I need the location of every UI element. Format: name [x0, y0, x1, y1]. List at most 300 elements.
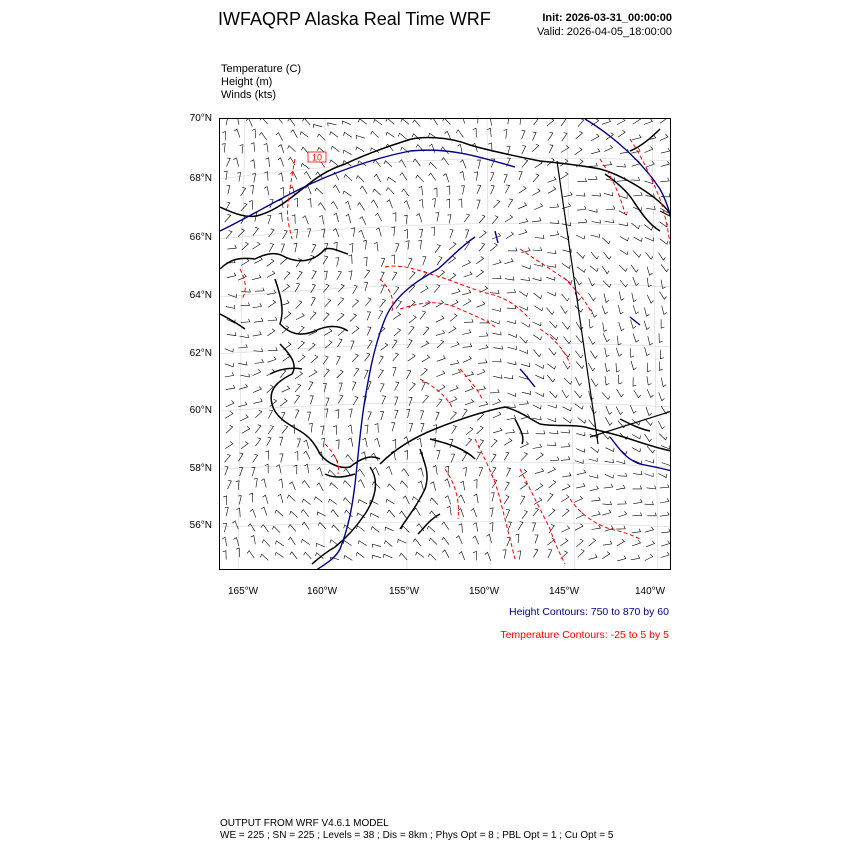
- wind-barb: [645, 554, 653, 561]
- wind-barb: [505, 482, 510, 491]
- wind-barb: [606, 448, 615, 452]
- wind-barb: [275, 510, 283, 516]
- wind-barb: [617, 556, 626, 561]
- wind-barb: [461, 186, 465, 195]
- wind-barb: [522, 159, 528, 167]
- wind-barb: [281, 244, 285, 253]
- wind-barb: [616, 348, 622, 357]
- wind-barb: [506, 232, 514, 239]
- wind-barb: [298, 355, 305, 362]
- wind-barb: [365, 425, 368, 434]
- wind-barb: [364, 282, 368, 291]
- wind-barb: [661, 161, 670, 166]
- wind-barb: [578, 219, 587, 223]
- wind-barb: [536, 453, 543, 460]
- wind-barb: [463, 356, 471, 362]
- wind-barb: [561, 456, 570, 460]
- wind-barb: [660, 484, 669, 488]
- wind-barb: [645, 473, 654, 477]
- wind-barb: [575, 524, 583, 531]
- wind-barb: [417, 524, 424, 532]
- wind-barb: [592, 511, 601, 516]
- wind-barb: [533, 549, 538, 557]
- wind-barb: [358, 480, 364, 488]
- wind-barb: [302, 481, 309, 488]
- wind-barb: [356, 147, 364, 152]
- wind-barb: [275, 119, 283, 123]
- wind-barb: [428, 554, 436, 561]
- wind-barb: [492, 216, 498, 224]
- wind-barb: [578, 418, 586, 424]
- plot-title: IWFAQRP Alaska Real Time WRF: [218, 9, 491, 29]
- wind-barb: [646, 407, 652, 416]
- wind-barb: [351, 228, 355, 237]
- wind-barb: [429, 538, 437, 544]
- wind-barb: [414, 508, 421, 516]
- wind-barb: [661, 148, 670, 153]
- wind-barb: [534, 203, 542, 209]
- lon-label-145: 145°W: [549, 586, 580, 597]
- wind-barb: [295, 283, 300, 292]
- wind-barb: [254, 479, 257, 488]
- wind-barb: [252, 129, 256, 138]
- wind-barb: [477, 200, 481, 209]
- wind-barb: [561, 526, 569, 532]
- wind-barb: [420, 311, 425, 319]
- wind-barb: [660, 239, 668, 244]
- wind-barb: [508, 248, 517, 251]
- wind-barb: [473, 128, 477, 137]
- wind-barb: [464, 319, 473, 323]
- wind-barb: [561, 306, 568, 314]
- wind-barb: [606, 206, 615, 210]
- wind-barb: [633, 499, 642, 504]
- wind-barb: [295, 410, 299, 419]
- wind-barb: [386, 188, 394, 195]
- wind-barb: [457, 144, 462, 153]
- wind-barb: [505, 185, 509, 194]
- wind-barb: [445, 479, 451, 488]
- wind-barb: [561, 172, 569, 179]
- wind-barb: [378, 370, 383, 378]
- lon-label-150: 150°W: [469, 586, 500, 597]
- wind-barb: [307, 199, 311, 208]
- wind-barb: [225, 372, 234, 377]
- wind-barb: [508, 522, 512, 531]
- wind-barb: [400, 511, 407, 518]
- wind-barb: [522, 511, 528, 519]
- wind-barb: [409, 383, 415, 391]
- wind-barb: [617, 501, 626, 505]
- wind-barb: [406, 241, 410, 250]
- wind-barb: [549, 145, 553, 154]
- wind-barb: [416, 214, 422, 223]
- wind-barb: [437, 257, 442, 265]
- wind-barb: [574, 496, 582, 502]
- wind-barb: [288, 537, 295, 545]
- wind-barb: [563, 361, 570, 369]
- wind-barb: [331, 146, 339, 152]
- wind-barb: [633, 471, 642, 475]
- wind-barb: [602, 510, 611, 516]
- wind-barb: [490, 508, 493, 517]
- wind-barb: [294, 198, 297, 207]
- wind-barb: [577, 206, 586, 210]
- wind-barb: [395, 382, 399, 391]
- wind-barb: [330, 160, 338, 166]
- wind-barb: [370, 513, 379, 517]
- wind-barb: [255, 288, 264, 292]
- wind-barb: [400, 173, 407, 181]
- wind-barb: [547, 467, 555, 473]
- wind-barb: [380, 412, 384, 421]
- wind-barb: [403, 496, 409, 504]
- wind-barb: [633, 334, 639, 343]
- wind-barb: [321, 438, 324, 447]
- wind-barb: [602, 552, 610, 559]
- wind-barb: [331, 510, 338, 517]
- wind-barb: [561, 430, 570, 433]
- wind-barb: [416, 175, 424, 182]
- wind-barb: [658, 421, 665, 429]
- wind-barb: [304, 440, 309, 449]
- lon-label-155: 155°W: [389, 586, 420, 597]
- wind-barb: [518, 119, 521, 125]
- wind-barb: [452, 426, 457, 434]
- wind-barb: [261, 507, 267, 516]
- wind-barb: [504, 452, 509, 460]
- wind-barb: [534, 263, 543, 267]
- wind-barb: [260, 119, 268, 124]
- wind-barb: [315, 188, 323, 194]
- wind-barb: [493, 260, 502, 266]
- wind-barb: [632, 540, 641, 546]
- wind-barb: [648, 336, 653, 345]
- wind-barb: [329, 499, 337, 504]
- wind-barb: [225, 442, 233, 449]
- wind-barb: [605, 474, 614, 478]
- wind-barb: [297, 271, 302, 279]
- wind-barb: [436, 300, 444, 307]
- wind-barb: [302, 499, 310, 505]
- wind-barb: [372, 544, 381, 548]
- wind-barb: [423, 327, 429, 335]
- wind-barb: [254, 318, 263, 322]
- wind-barb: [603, 541, 612, 545]
- init-time: Init: 2026-03-31_00:00:00: [542, 12, 672, 24]
- wind-barb: [460, 160, 466, 168]
- wind-barb: [238, 274, 246, 280]
- wind-barb: [516, 534, 519, 543]
- wind-barb: [519, 186, 527, 193]
- wind-barb: [452, 369, 460, 375]
- lat-label-60: 60°N: [189, 405, 212, 416]
- wind-barb: [645, 237, 654, 241]
- wind-barb: [519, 218, 528, 223]
- wind-barb: [348, 425, 352, 434]
- wind-barb: [332, 525, 340, 532]
- wind-barb: [617, 539, 625, 546]
- wind-barb: [227, 186, 230, 195]
- wind-barb: [336, 356, 340, 365]
- wind-barb: [660, 119, 667, 123]
- wind-barb: [374, 120, 382, 125]
- wind-barb: [533, 322, 542, 326]
- wind-barb: [234, 119, 239, 125]
- wind-barb: [618, 375, 622, 384]
- wind-barb: [304, 464, 308, 473]
- wind-barb: [226, 401, 234, 407]
- wind-barb: [294, 395, 299, 403]
- wind-barb: [648, 363, 651, 372]
- wind-barb: [352, 354, 358, 362]
- wind-barb: [253, 386, 261, 392]
- wind-barb: [450, 412, 456, 420]
- wind-barb: [238, 362, 247, 366]
- wind-barb: [462, 260, 470, 266]
- wind-barb: [563, 418, 571, 423]
- wind-barb: [287, 495, 295, 501]
- wind-barb: [522, 131, 526, 140]
- wind-barb: [561, 443, 570, 447]
- wind-barb: [278, 213, 282, 222]
- wind-barb: [276, 541, 284, 546]
- wind-barb: [533, 508, 539, 516]
- wind-barb: [228, 481, 232, 490]
- wind-barb: [450, 385, 459, 391]
- wind-barb: [323, 256, 328, 264]
- wind-barb: [435, 245, 440, 253]
- wind-barb: [577, 470, 586, 475]
- wind-barb: [479, 215, 485, 223]
- wind-barb: [634, 390, 641, 398]
- wind-barb: [605, 459, 614, 463]
- wind-barb: [633, 512, 642, 515]
- wind-barb: [661, 319, 664, 328]
- wind-barb: [535, 375, 544, 379]
- lat-label-58: 58°N: [189, 463, 212, 474]
- wind-barb: [388, 484, 396, 490]
- wind-barb: [616, 526, 625, 530]
- wind-barb: [358, 469, 365, 476]
- wind-barb: [519, 350, 528, 354]
- wind-barb: [504, 496, 509, 504]
- wind-barb: [477, 426, 484, 434]
- wind-barb: [434, 188, 438, 197]
- wind-barb: [312, 271, 317, 280]
- wind-barb: [547, 264, 556, 267]
- wind-barb: [491, 321, 500, 325]
- wind-barb: [602, 393, 610, 400]
- wind-barb: [280, 399, 287, 407]
- wind-barb: [633, 119, 641, 124]
- model-settings: WE = 225 ; SN = 225 ; Levels = 38 ; Dis = 8km ; Phys Opt = 8 ; PBL Opt = 1 ; Cu Opt = 5: [220, 830, 614, 841]
- wind-barb: [660, 498, 669, 503]
- wind-barb: [225, 349, 234, 352]
- wind-barb: [507, 289, 516, 293]
- wind-barb: [387, 510, 395, 517]
- wind-barb: [494, 346, 503, 349]
- wind-barb: [490, 389, 499, 393]
- wind-barb: [232, 521, 238, 529]
- wind-barb: [358, 119, 366, 124]
- wind-barb: [380, 272, 384, 281]
- wind-barb: [250, 509, 256, 517]
- wind-barb: [575, 404, 583, 409]
- wind-barb: [448, 215, 452, 224]
- wind-barb: [475, 119, 478, 123]
- wind-barb: [239, 384, 248, 389]
- field-temperature: Temperature (C): [221, 63, 302, 75]
- wind-barb: [518, 203, 526, 209]
- wind-barb: [442, 522, 449, 530]
- model-info: OUTPUT FROM WRF V4.6.1 MODEL: [220, 818, 389, 829]
- wind-barb: [288, 158, 295, 166]
- wind-barb: [337, 313, 344, 321]
- wind-barb: [561, 539, 569, 546]
- wind-barb: [386, 132, 394, 137]
- wind-barb: [493, 412, 501, 418]
- wind-barb: [491, 493, 495, 502]
- wind-barb: [631, 265, 638, 272]
- wind-barb: [346, 214, 351, 223]
- wind-barb: [533, 174, 539, 182]
- wind-barb: [394, 397, 398, 406]
- wind-barb: [550, 321, 558, 328]
- wind-barb: [532, 277, 541, 281]
- wind-barb: [507, 468, 511, 477]
- wind-barb: [605, 363, 610, 372]
- wind-barb: [223, 551, 227, 560]
- wind-barb: [630, 405, 636, 413]
- wind-barb: [433, 466, 438, 475]
- wind-barb: [660, 292, 667, 300]
- wind-barb: [352, 300, 359, 308]
- wind-barb: [602, 266, 609, 274]
- wind-barb: [264, 172, 268, 181]
- wind-barb: [226, 231, 232, 239]
- wind-barb: [575, 377, 581, 385]
- wind-barb: [314, 497, 322, 503]
- wind-barb: [618, 305, 623, 314]
- wind-barb: [521, 248, 530, 253]
- wind-barb: [589, 319, 593, 328]
- wind-barb: [474, 480, 477, 489]
- wind-barb: [576, 193, 585, 196]
- wind-barb: [588, 176, 597, 180]
- wind-barb: [463, 468, 466, 477]
- wind-barb: [602, 119, 611, 124]
- wind-barb: [393, 287, 398, 295]
- wind-barb: [267, 271, 275, 278]
- wind-barb: [304, 172, 311, 180]
- wind-barb: [317, 468, 323, 477]
- wind-barb: [353, 397, 358, 405]
- wind-barb: [225, 119, 229, 125]
- wind-barb: [343, 481, 351, 488]
- height-contours-legend: Height Contours: 750 to 870 by 60: [509, 606, 669, 618]
- wind-barb: [522, 391, 531, 394]
- wind-barb: [384, 541, 392, 547]
- wind-barb: [620, 280, 628, 287]
- wind-barb: [253, 227, 258, 235]
- wind-barb: [307, 412, 311, 421]
- wind-barb: [479, 345, 488, 350]
- wind-barb: [550, 204, 559, 208]
- wind-barb: [225, 454, 231, 462]
- wind-barb: [660, 134, 668, 140]
- wind-barb: [459, 495, 465, 503]
- wind-barb: [252, 242, 260, 249]
- wind-barb: [302, 522, 309, 529]
- wind-barb: [300, 132, 308, 137]
- wind-barb: [417, 438, 422, 447]
- wind-barb: [364, 270, 369, 278]
- wind-barb: [659, 361, 662, 370]
- wind-barb: [386, 466, 392, 474]
- wind-barb: [375, 213, 382, 221]
- wind-barb: [591, 497, 600, 501]
- wind-barb: [507, 320, 516, 324]
- wind-barb: [479, 231, 486, 239]
- wind-barb: [418, 481, 423, 490]
- wind-barb: [491, 439, 497, 447]
- wind-barb: [283, 230, 288, 239]
- wind-barb: [422, 355, 430, 362]
- wind-barb: [506, 429, 515, 433]
- wind-barb: [292, 215, 296, 224]
- wind-barb: [603, 281, 611, 288]
- wind-barb: [365, 353, 370, 361]
- wind-barb: [356, 176, 364, 183]
- wind-barb: [336, 440, 339, 449]
- wind-barb: [562, 263, 570, 268]
- wind-barb: [662, 306, 667, 315]
- wind-barb: [604, 484, 613, 488]
- wind-barb: [272, 526, 280, 532]
- wind-barb: [458, 199, 462, 208]
- wind-barb: [267, 437, 272, 446]
- wind-barb: [450, 360, 459, 365]
- wind-barb: [374, 242, 378, 251]
- wind-barb: [592, 193, 601, 196]
- wind-barb: [356, 136, 365, 140]
- wind-barb: [324, 409, 328, 418]
- wind-barb: [578, 119, 584, 127]
- wind-barb: [576, 449, 585, 453]
- wind-barb: [309, 370, 317, 377]
- wind-barb: [490, 173, 494, 182]
- wind-barb: [602, 238, 610, 244]
- wind-barb: [616, 485, 625, 490]
- wind-barb: [548, 187, 556, 194]
- wind-barb: [246, 119, 252, 127]
- wind-barb: [492, 359, 501, 362]
- wind-barb: [391, 423, 395, 432]
- wind-barb: [378, 311, 383, 319]
- wind-barb: [443, 174, 449, 183]
- wind-barb: [591, 252, 599, 259]
- wind-barb: [522, 265, 531, 269]
- wind-barb: [491, 454, 496, 462]
- wind-barb: [294, 465, 297, 474]
- wind-barb: [284, 272, 290, 280]
- wind-barb: [602, 306, 608, 315]
- wind-barb: [436, 412, 440, 421]
- wind-barb: [519, 291, 527, 296]
- wind-barb: [646, 161, 655, 167]
- wind-barb: [534, 293, 542, 299]
